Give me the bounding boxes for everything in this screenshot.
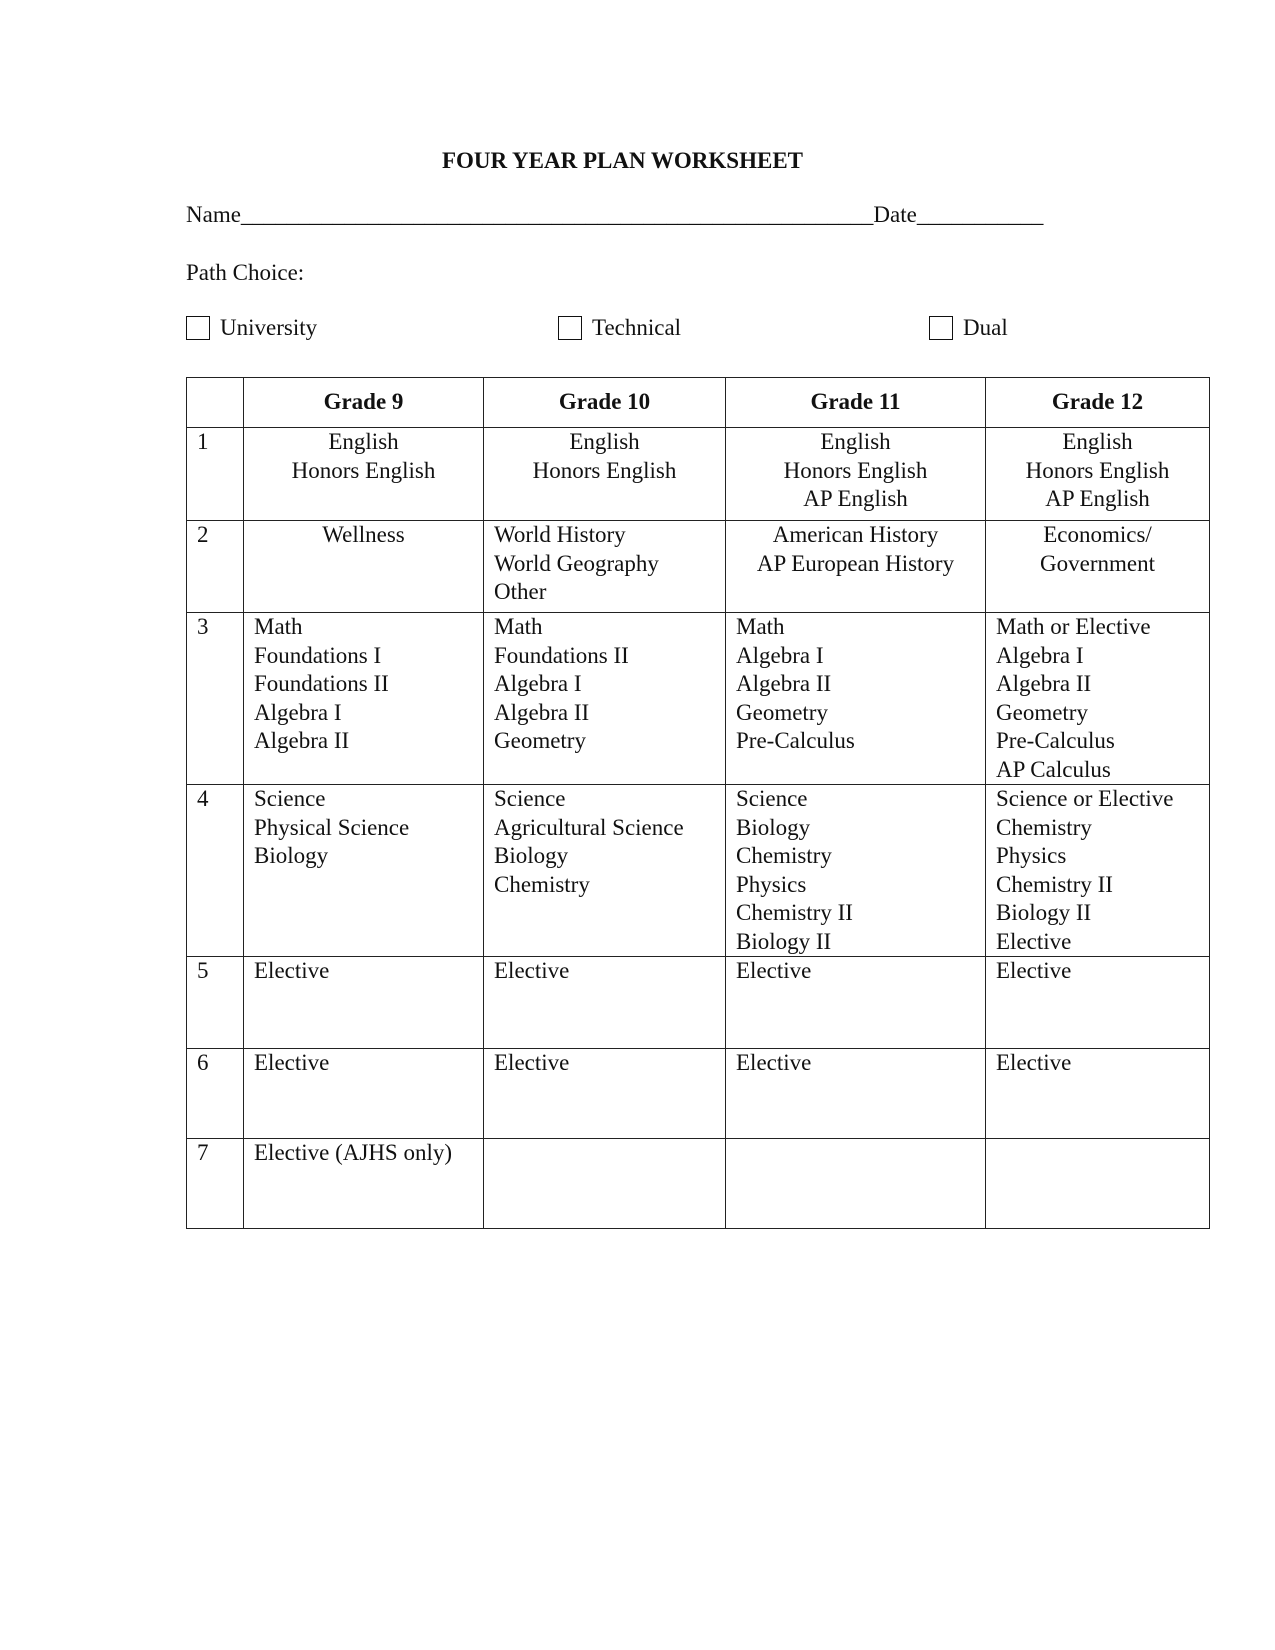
course-option: AP Calculus: [996, 756, 1111, 782]
name-label: Name: [186, 202, 241, 227]
period-number: 2: [187, 521, 244, 613]
table-row: [187, 1049, 1210, 1139]
period-number: 1: [187, 428, 244, 521]
course-option: Government: [1040, 550, 1155, 576]
header-grade-12: Grade 12: [986, 378, 1210, 428]
course-option: American History: [772, 522, 939, 547]
course-cell[interactable]: [484, 785, 726, 957]
option-dual[interactable]: [929, 315, 1008, 341]
course-option: Biology: [736, 814, 811, 840]
date-blank[interactable]: ___________: [916, 202, 1044, 227]
course-cell[interactable]: [244, 613, 484, 785]
course-cell[interactable]: [484, 1049, 726, 1139]
table-row: [187, 1139, 1210, 1229]
course-cell[interactable]: [484, 957, 726, 1049]
course-option: Algebra I: [254, 699, 342, 725]
course-option: Elective: [494, 1050, 570, 1075]
course-option: Science or Elective: [996, 786, 1174, 811]
course-option: Math or Elective: [996, 614, 1151, 639]
table-row: [187, 428, 1210, 521]
course-option: Chemistry: [736, 843, 832, 868]
course-cell[interactable]: [726, 957, 986, 1049]
course-option: Elective (AJHS only): [254, 1140, 453, 1165]
course-option: English: [569, 429, 640, 454]
course-option: Geometry: [736, 699, 828, 725]
period-number: 3: [187, 613, 244, 785]
course-option: Biology II: [736, 928, 832, 954]
course-option: Algebra II: [254, 728, 350, 753]
period-number: 7: [187, 1139, 244, 1229]
period-number: 4: [187, 785, 244, 957]
course-cell[interactable]: [244, 428, 484, 521]
checkbox-dual[interactable]: [929, 316, 953, 340]
table-row: [187, 785, 1210, 957]
course-option: Elective: [996, 958, 1072, 983]
header-row: [187, 378, 1210, 428]
course-cell[interactable]: [986, 957, 1210, 1049]
course-cell[interactable]: [726, 1139, 986, 1229]
course-option: Honors English: [1025, 457, 1170, 483]
option-technical[interactable]: [558, 315, 681, 341]
course-cell[interactable]: [244, 521, 484, 613]
course-option: Elective: [254, 1050, 330, 1075]
course-option: Honors English: [783, 457, 928, 483]
course-option: Geometry: [494, 728, 586, 753]
option-university[interactable]: [186, 315, 317, 341]
option-label: Technical: [592, 315, 682, 340]
course-option: Geometry: [996, 699, 1088, 725]
course-option: Science: [494, 786, 566, 811]
course-cell[interactable]: [484, 428, 726, 521]
header-grade-10: Grade 10: [484, 378, 726, 428]
course-cell[interactable]: [726, 785, 986, 957]
course-option: Physical Science: [254, 814, 410, 840]
header-cell: [187, 378, 244, 428]
path-choice-options: [0, 315, 1275, 349]
course-option: Physics: [996, 843, 1067, 868]
table-row: [187, 957, 1210, 1049]
course-option: Algebra I: [494, 671, 582, 696]
course-option: Algebra I: [736, 642, 824, 668]
course-option: Elective: [996, 928, 1072, 954]
option-label: Dual: [963, 315, 1008, 340]
course-cell[interactable]: [726, 521, 986, 613]
option-label: University: [220, 315, 318, 340]
course-option: Economics/: [1043, 522, 1152, 547]
course-cell[interactable]: [484, 613, 726, 785]
course-option: Agricultural Science: [494, 814, 684, 840]
course-cell[interactable]: [986, 613, 1210, 785]
course-option: Elective: [996, 1050, 1072, 1075]
period-number: 6: [187, 1049, 244, 1139]
course-option: Chemistry II: [736, 900, 853, 925]
course-option: Chemistry: [494, 871, 590, 897]
date-label: Date: [873, 202, 917, 227]
course-cell[interactable]: [726, 1049, 986, 1139]
course-option: Foundations II: [254, 671, 389, 696]
name-blank[interactable]: _______________________________________________________: [240, 202, 874, 227]
course-option: Algebra II: [494, 699, 590, 725]
course-cell[interactable]: [484, 1139, 726, 1229]
course-cell[interactable]: [986, 785, 1210, 957]
course-option: Other: [494, 579, 547, 604]
course-option: Elective: [736, 1050, 812, 1075]
course-option: English: [1062, 429, 1133, 454]
course-option: Math: [494, 614, 543, 639]
checkbox-university[interactable]: [186, 316, 210, 340]
course-option: Biology: [254, 843, 329, 868]
course-option: Pre-Calculus: [996, 728, 1115, 753]
four-year-plan-table: [186, 377, 1210, 1229]
course-option: Biology: [494, 843, 569, 868]
course-option: World Geography: [494, 550, 659, 576]
course-option: AP English: [1045, 486, 1150, 511]
checkbox-technical[interactable]: [558, 316, 582, 340]
course-option: Foundations I: [254, 642, 382, 668]
course-option: Honors English: [532, 457, 677, 483]
course-option: Elective: [494, 958, 570, 983]
header-grade-11: Grade 11: [726, 378, 986, 428]
course-option: Foundations II: [494, 642, 629, 668]
course-option: Biology II: [996, 900, 1092, 925]
course-option: Math: [736, 614, 785, 639]
course-cell[interactable]: [244, 1139, 484, 1229]
course-option: Math: [254, 614, 303, 639]
course-cell[interactable]: [986, 1049, 1210, 1139]
course-cell[interactable]: [484, 521, 726, 613]
course-option: Algebra II: [736, 671, 832, 696]
course-option: Elective: [736, 958, 812, 983]
course-option: Chemistry: [996, 814, 1092, 840]
course-cell[interactable]: [726, 613, 986, 785]
course-option: World History: [494, 522, 626, 547]
period-number: 5: [187, 957, 244, 1049]
course-option: English: [820, 429, 891, 454]
course-cell[interactable]: [244, 785, 484, 957]
table-row: [187, 613, 1210, 785]
course-option: Elective: [254, 958, 330, 983]
path-choice-label: Path Choice:: [186, 260, 305, 285]
course-option: AP European History: [756, 550, 955, 576]
course-option: Chemistry II: [996, 871, 1113, 897]
course-option: Science: [736, 786, 808, 811]
course-option: Algebra II: [996, 671, 1092, 696]
name-date-row: [186, 202, 1043, 228]
worksheet-title: FOUR YEAR PLAN WORKSHEET: [441, 148, 803, 173]
course-option: Science: [254, 786, 326, 811]
table-row: [187, 521, 1210, 613]
course-option: Honors English: [291, 457, 436, 483]
course-option: Pre-Calculus: [736, 728, 855, 753]
header-grade-9: Grade 9: [244, 378, 484, 428]
course-cell[interactable]: [986, 1139, 1210, 1229]
course-cell[interactable]: [726, 428, 986, 521]
course-option: AP English: [803, 486, 908, 511]
course-option: Algebra I: [996, 642, 1084, 668]
course-option: Physics: [736, 871, 807, 897]
course-cell[interactable]: [986, 428, 1210, 521]
course-cell[interactable]: [244, 957, 484, 1049]
course-cell[interactable]: [244, 1049, 484, 1139]
course-option: English: [328, 429, 399, 454]
course-option: Wellness: [322, 522, 405, 547]
course-cell[interactable]: [986, 521, 1210, 613]
